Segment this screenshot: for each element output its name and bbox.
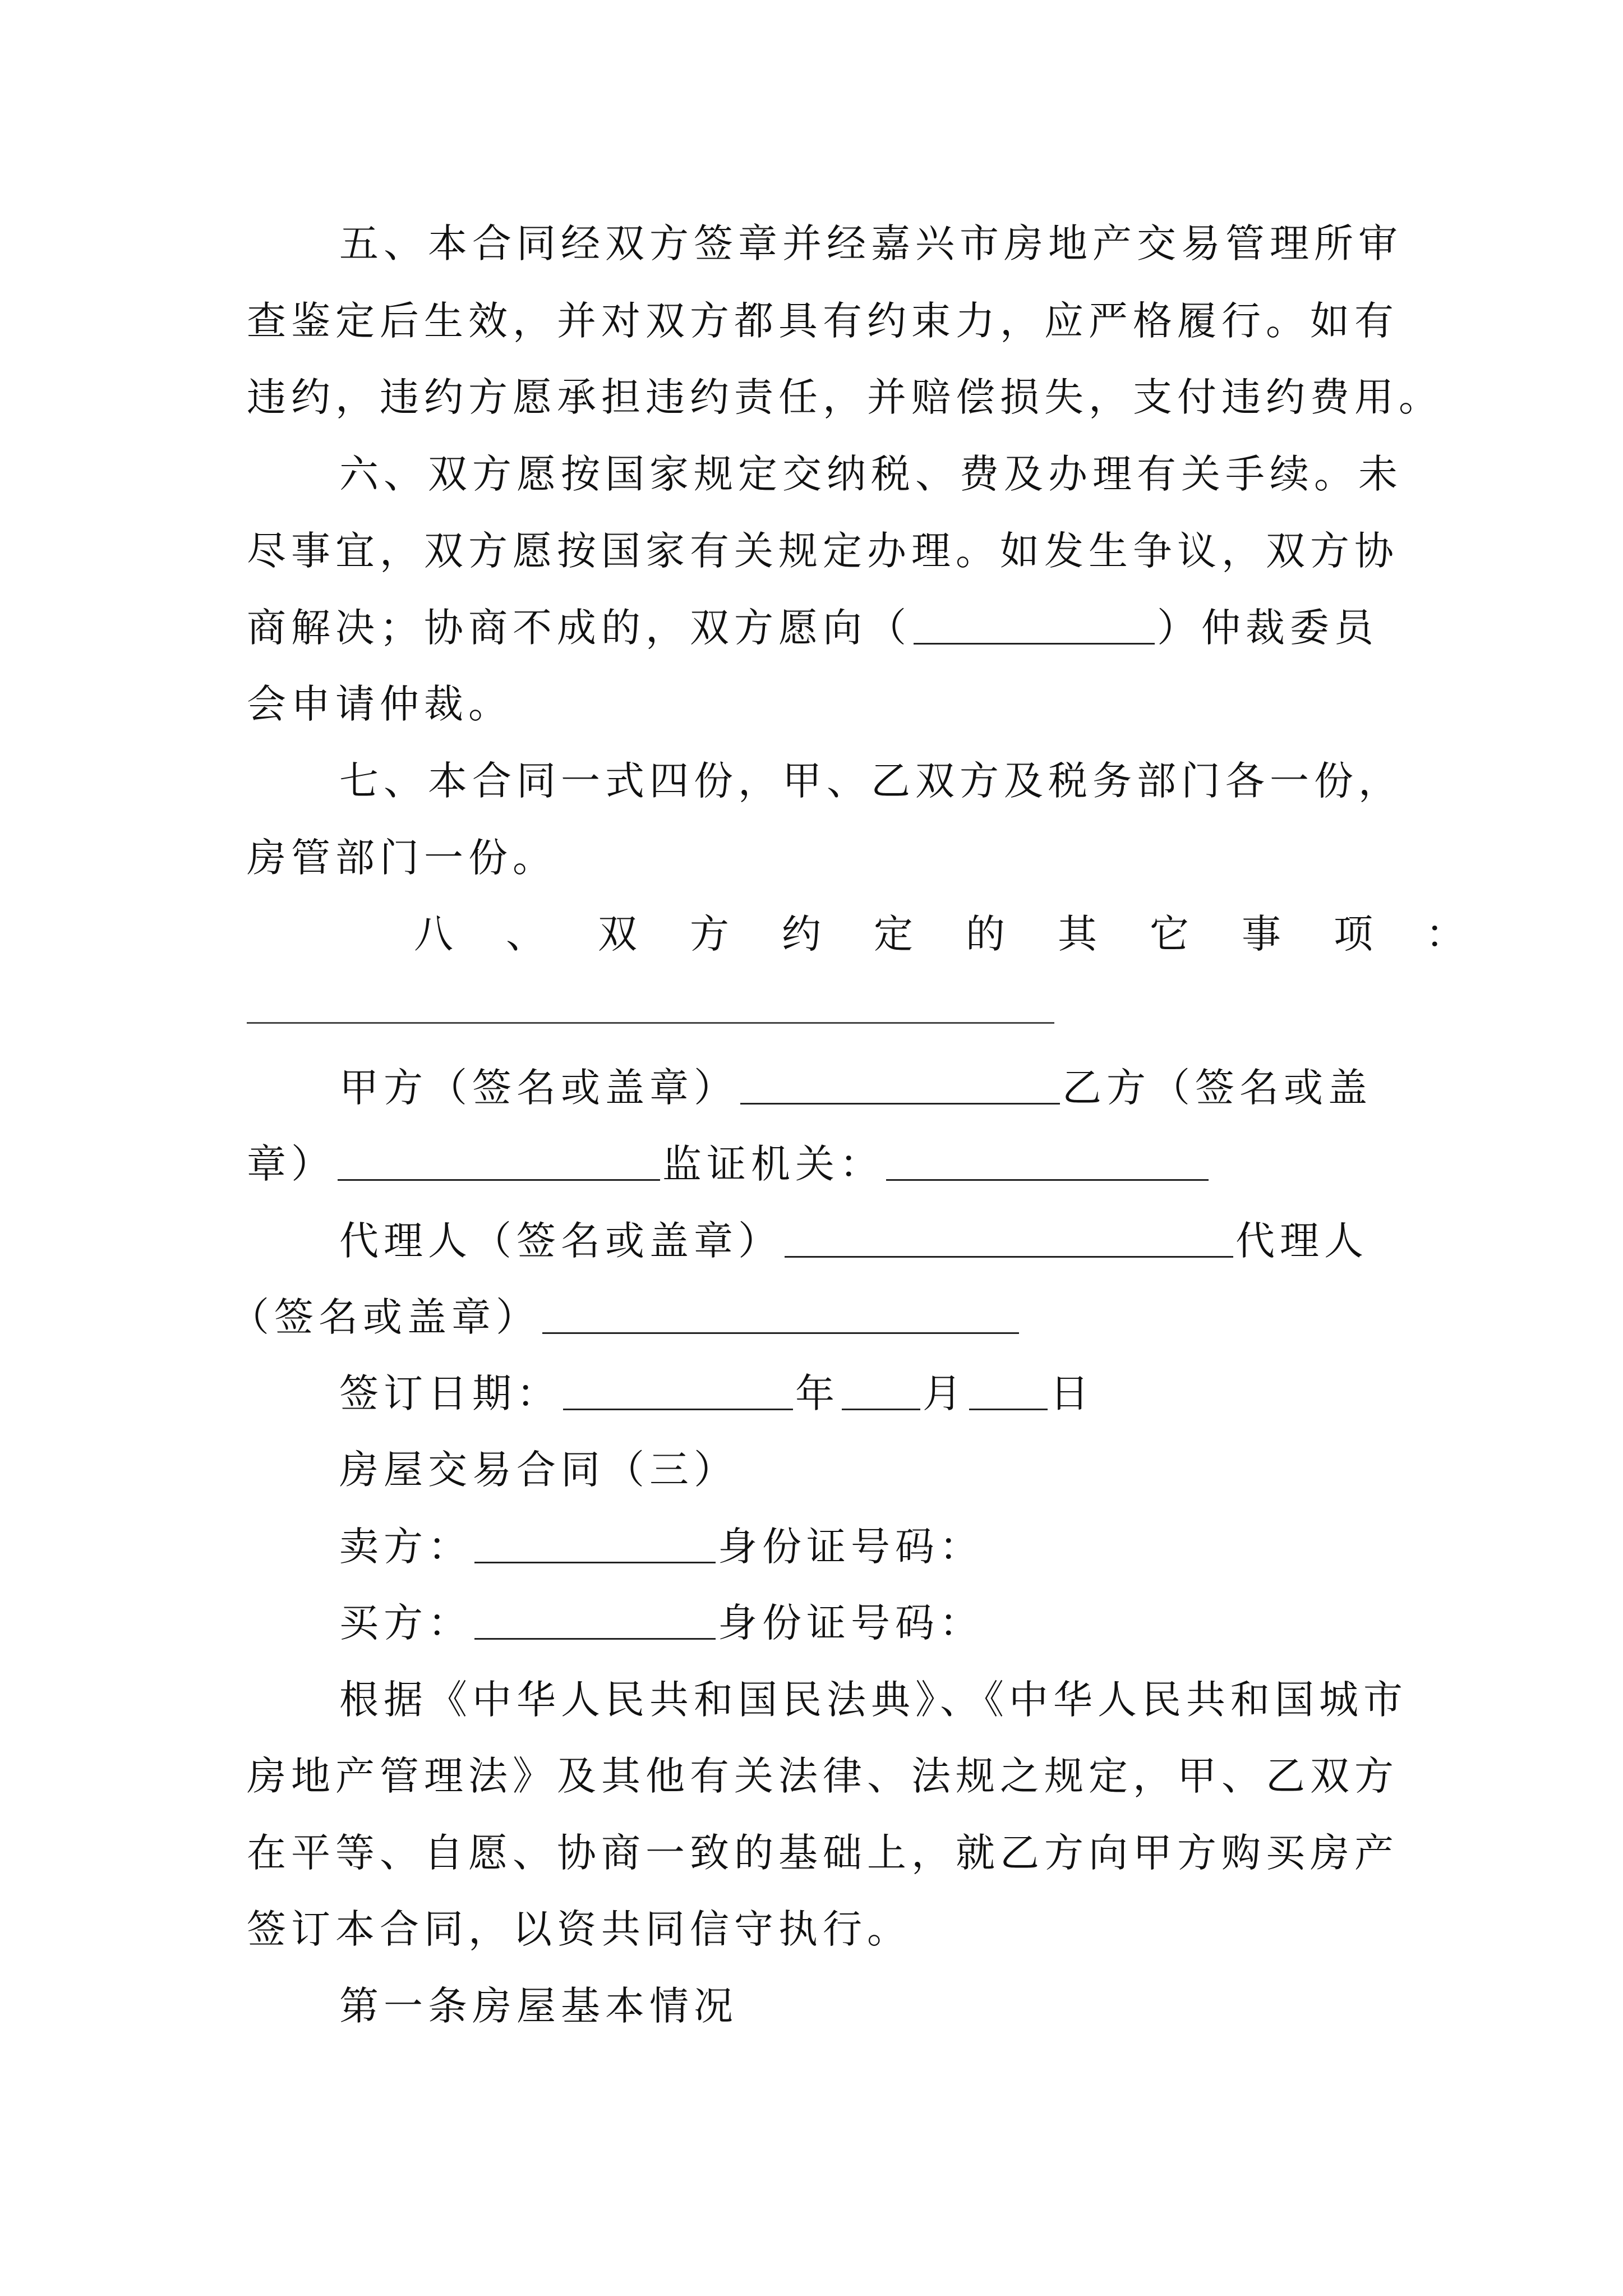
party-b-sign-label-part2: 章） [247, 1141, 335, 1187]
agent-line-2 [230, 1289, 1363, 1345]
preamble-line-1: 根据《中华人民共和国民法典》、《中华人民共和国城市 [339, 1677, 1408, 1723]
arbitration-committee-blank[interactable] [914, 609, 1155, 645]
seller-name-blank[interactable] [474, 1528, 716, 1563]
agent-a-sign-blank[interactable] [785, 1222, 1233, 1258]
date-year-label: 年 [795, 1370, 840, 1416]
signature-line-1 [339, 1060, 1380, 1116]
other-matters-blank-line[interactable] [247, 1022, 1054, 1024]
notary-label: 监证机关： [662, 1141, 884, 1187]
buyer-line [339, 1595, 1380, 1651]
clause-6-line-1: 六、双方愿按国家规定交纳税、费及办理有关手续。未 [339, 451, 1403, 497]
seller-label: 卖方： [339, 1524, 472, 1570]
party-b-sign-blank[interactable] [338, 1145, 660, 1181]
clause-5-line-3: 违约，违约方愿承担违约责任，并赔偿损失，支付违约费用。 [247, 374, 1443, 420]
clause-7-line-1: 七、本合同一式四份，甲、乙双方及税务部门各一份， [339, 758, 1403, 804]
buyer-id-label: 身份证号码： [718, 1600, 984, 1646]
agent-b-sign-blank[interactable] [542, 1299, 1019, 1334]
preamble-line-4: 签订本合同，以资共同信守执行。 [247, 1906, 911, 1952]
date-month-label: 月 [923, 1370, 967, 1416]
agent-b-sign-label-part1: 代理人 [1235, 1218, 1368, 1264]
buyer-label: 买方： [339, 1600, 472, 1646]
clause-8-heading: 八、双方约定的其它事项： [414, 911, 1518, 957]
clause-6-text-after-blank: ）仲裁委员 [1157, 605, 1378, 651]
clause-7-line-2: 房管部门一份。 [247, 835, 557, 881]
agent-b-sign-label-part2: （签名或盖章） [230, 1294, 540, 1340]
signing-date-label: 签订日期： [339, 1370, 561, 1416]
date-day-blank[interactable] [969, 1375, 1048, 1410]
party-a-sign-blank[interactable] [740, 1069, 1060, 1105]
clause-6-line-2: 尽事宜，双方愿按国家有关规定办理。如发生争议，双方协 [247, 528, 1399, 574]
preamble-line-3: 在平等、自愿、协商一致的基础上，就乙方向甲方购买房产 [247, 1830, 1399, 1876]
clause-6-text-before-blank: 商解决；协商不成的，双方愿向（ [247, 605, 911, 651]
seller-line [339, 1519, 1380, 1575]
notary-blank[interactable] [886, 1145, 1209, 1181]
article-1-heading: 第一条房屋基本情况 [339, 1983, 738, 2029]
party-b-sign-label-part1: 乙方（签名或盖 [1062, 1065, 1372, 1111]
agent-line-1 [339, 1213, 1380, 1269]
preamble-line-2: 房地产管理法》及其他有关法律、法规之规定，甲、乙双方 [247, 1753, 1399, 1799]
clause-5-line-2: 查鉴定后生效，并对双方都具有约束力，应严格履行。如有 [247, 298, 1399, 344]
date-day-label: 日 [1050, 1370, 1094, 1416]
clause-6-line-4: 会申请仲裁。 [247, 681, 513, 727]
date-year-blank[interactable] [563, 1375, 793, 1410]
party-a-sign-label: 甲方（签名或盖章） [339, 1065, 738, 1111]
agent-a-sign-label: 代理人（签名或盖章） [339, 1218, 782, 1264]
clause-6-line-3 [247, 600, 1380, 656]
seller-id-label: 身份证号码： [718, 1524, 984, 1570]
date-month-blank[interactable] [842, 1375, 920, 1410]
buyer-name-blank[interactable] [474, 1604, 716, 1640]
contract-title: 房屋交易合同（三） [339, 1447, 738, 1493]
clause-5-line-1: 五、本合同经双方签章并经嘉兴市房地产交易管理所审 [339, 220, 1403, 266]
signing-date-line [339, 1365, 1380, 1421]
signature-line-2 [247, 1136, 1380, 1192]
